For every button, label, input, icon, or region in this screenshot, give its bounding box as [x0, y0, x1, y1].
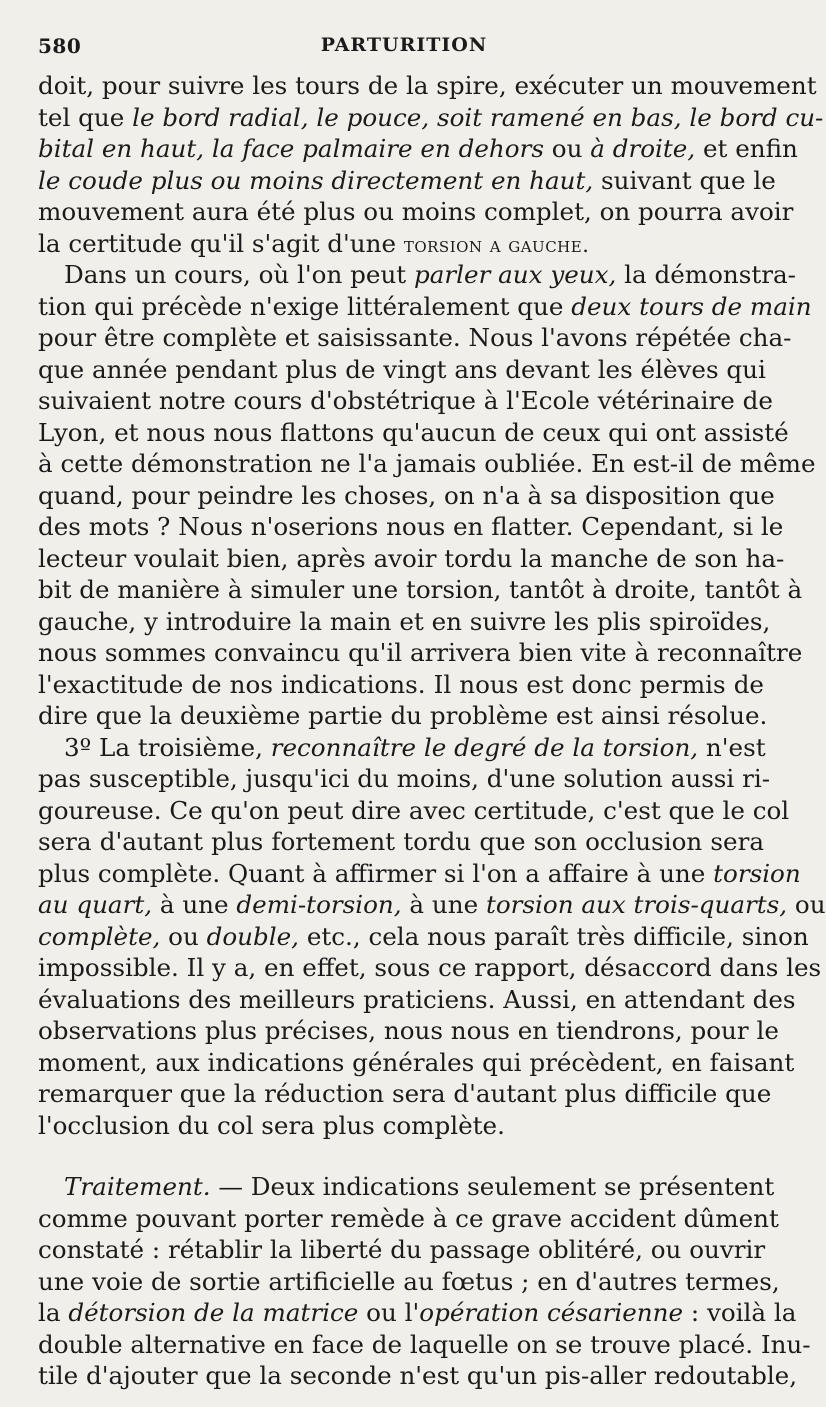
text-line	[38, 228, 764, 260]
italic-text: parler aux yeux,	[413, 260, 617, 289]
text-run: à cette démonstration ne l'a jamais oubliée. En est-il de même	[38, 449, 816, 478]
text-line	[38, 1329, 811, 1361]
italic-text: le bord radial, le pouce, soit ramené en bas, le bord cu-	[132, 102, 824, 132]
text-run: quand, pour peindre les choses, on n'a à sa disposition que	[38, 480, 775, 510]
text-line	[38, 1203, 779, 1235]
text-run: l'exactitude de nos indications. Il nous est donc permis de	[38, 669, 764, 699]
text-line	[38, 921, 809, 953]
text-line	[38, 102, 824, 134]
text-line	[38, 480, 775, 512]
text-line	[38, 133, 798, 165]
text-line	[38, 322, 792, 354]
text-run: etc., cela nous paraît très difficile, sinon	[299, 921, 809, 951]
text-line	[38, 732, 764, 764]
text-run: la	[38, 1298, 69, 1327]
text-run: nous sommes convaincu qu'il arrivera bien vite à reconnaître	[38, 638, 803, 667]
small-caps-text: torsion a gauche.	[403, 232, 590, 257]
italic-text: bital en haut, la face palmaire en dehors	[38, 134, 544, 163]
text-run: et enfin	[695, 134, 798, 163]
text-run: n'est	[698, 732, 766, 762]
italic-text: demi-torsion,	[236, 890, 402, 919]
text-run: suivaient notre cours d'obstétrique à l'Ecole vétérinaire de	[38, 386, 773, 415]
text-line	[38, 543, 785, 575]
italic-text: détorsion de la matrice	[68, 1298, 359, 1327]
text-run: tion qui précède n'exige littéralement que	[38, 291, 572, 321]
paragraph-gap	[38, 1141, 764, 1171]
text-run: pour être complète et saisissante. Nous l'avons répétée cha-	[38, 323, 792, 352]
text-line	[38, 1078, 772, 1110]
text-run: doit, pour suivre les tours de la spire, exécuter un mouvement	[38, 71, 817, 100]
running-head: PARTURITION	[320, 34, 488, 56]
text-line	[38, 196, 794, 228]
text-run: double alternative en face de laquelle on se trouve placé. Inu-	[38, 1329, 811, 1359]
text-line	[38, 165, 776, 197]
text-line	[38, 763, 771, 795]
text-run: ou l'	[358, 1298, 420, 1327]
text-run: impossible. Il y a, en effet, sous ce rapport, désaccord dans les	[38, 953, 822, 982]
text-line	[38, 417, 789, 449]
text-run: ou	[160, 921, 207, 951]
text-line	[38, 984, 796, 1016]
text-line	[38, 826, 764, 858]
text-line	[38, 1171, 775, 1203]
text-run: bit de manière à simuler une torsion, tantôt à droite, tantôt à	[38, 575, 803, 604]
text-run: plus complète. Quant à affirmer si l'on a affaire à une	[38, 858, 714, 888]
text-line	[38, 291, 812, 323]
text-run: mouvement aura été plus ou moins complet, on pourra avoir	[38, 197, 794, 226]
text-run: que année pendant plus de vingt ans devant les élèves qui	[38, 354, 766, 384]
italic-text: opération césarienne	[419, 1298, 684, 1327]
text-run: ou	[543, 134, 591, 163]
text-line	[38, 574, 803, 606]
text-run: constaté : rétablir la liberté du passage oblitéré, ou ouvrir	[38, 1235, 766, 1264]
text-run: évaluations des meilleurs praticiens. Aussi, en attendant des	[38, 984, 796, 1014]
text-line	[38, 669, 764, 701]
text-run: dire que la deuxième partie du problème est ainsi résolue.	[38, 701, 768, 730]
text-line	[38, 1234, 764, 1266]
text-run: lecteur voulait bien, après avoir tordu la manche de son ha-	[38, 543, 785, 573]
text-run: Lyon, et nous nous flattons qu'aucun de ceux qui ont assisté	[38, 417, 789, 447]
text-line	[38, 1110, 764, 1142]
text-run: ou	[787, 890, 826, 919]
text-line	[38, 795, 790, 827]
text-line	[38, 700, 768, 732]
text-line	[38, 1015, 779, 1047]
italic-text: le coude plus ou moins directement en haut,	[38, 165, 594, 195]
text-line	[38, 606, 771, 638]
text-run: remarquer que la réduction sera d'autant plus difficile que	[38, 1079, 772, 1108]
body-text	[38, 70, 826, 1392]
text-run: à une	[152, 890, 237, 919]
text-run: la certitude qu'il s'agit d'une	[38, 228, 404, 258]
text-run: goureuse. Ce qu'on peut dire avec certitude, c'est que le col	[38, 795, 790, 825]
italic-text: à droite,	[590, 134, 696, 163]
text-run: : voilà la	[683, 1298, 797, 1327]
italic-text: torsion	[713, 858, 801, 888]
text-run: la démonstra-	[616, 260, 796, 289]
text-line	[38, 1047, 795, 1079]
text-run: sera d'autant plus fortement tordu que son occlusion sera	[38, 827, 764, 856]
text-run: l'occlusion du col sera plus complète.	[38, 1110, 505, 1140]
text-run: moment, aux indications générales qui précèdent, en faisant	[38, 1047, 795, 1077]
italic-text: double,	[206, 921, 299, 951]
text-line	[38, 448, 816, 480]
text-line	[38, 354, 764, 386]
text-run: des mots ? Nous n'oserions nous en flatter. Cependant, si le	[38, 512, 784, 541]
page-header	[38, 34, 770, 62]
text-run: suivant que le	[593, 165, 776, 195]
text-line	[38, 1266, 780, 1298]
text-run: pas susceptible, jusqu'ici du moins, d'une solution aussi ri-	[38, 764, 771, 793]
text-run: tel que	[38, 102, 133, 132]
page-number: 580	[38, 34, 82, 58]
text-line	[38, 889, 826, 921]
italic-text: complète,	[38, 921, 161, 951]
text-run: observations plus précises, nous nous en tiendrons, pour le	[38, 1016, 779, 1045]
text-run: comme pouvant porter remède à ce grave accident dûment	[38, 1203, 779, 1233]
italic-text: deux tours de main	[571, 291, 812, 321]
text-line	[38, 1360, 798, 1392]
text-run: — Deux indications seulement se présentent	[210, 1172, 775, 1201]
text-line	[38, 637, 803, 669]
italic-text: Traitement.	[64, 1172, 211, 1201]
italic-text: au quart,	[38, 890, 153, 919]
text-line	[38, 511, 784, 543]
text-line	[38, 1297, 797, 1329]
text-line	[38, 385, 773, 417]
italic-text: torsion aux trois-quarts,	[485, 890, 788, 919]
text-run: à une	[401, 890, 486, 919]
text-run: une voie de sortie artificielle au fœtus ; en d'autres termes,	[38, 1266, 780, 1296]
text-line	[38, 259, 796, 291]
text-run: gauche, y introduire la main et en suivre les plis spiroïdes,	[38, 606, 771, 636]
text-line	[38, 952, 822, 984]
text-run: 3º La troisième,	[64, 732, 271, 762]
italic-text: reconnaître le degré de la torsion,	[270, 732, 699, 762]
text-run: Dans un cours, où l'on peut	[64, 260, 414, 289]
text-line	[38, 70, 817, 102]
text-line	[38, 858, 801, 890]
text-run: tile d'ajouter que la seconde n'est qu'un pis-aller redoutable,	[38, 1361, 798, 1390]
